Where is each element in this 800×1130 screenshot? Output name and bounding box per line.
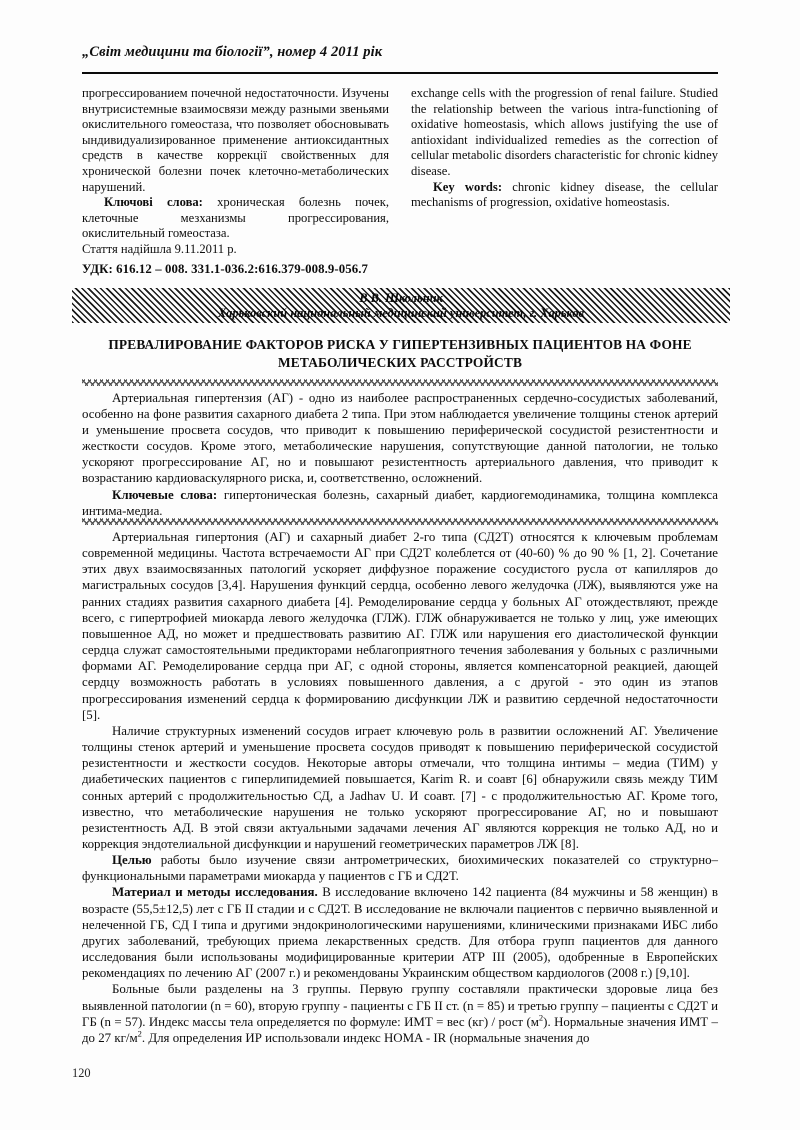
- wavy-separator-bottom: [82, 518, 718, 525]
- superscript-square-2: 2: [137, 1028, 142, 1039]
- paragraph-lead: Целью: [112, 853, 152, 868]
- wavy-separator-top: [82, 379, 718, 386]
- keywords-label-right: Key words:: [433, 179, 503, 194]
- author-affiliation-block: [72, 288, 730, 323]
- author-name: В.В. Школьник: [359, 290, 443, 305]
- article-title: ПРЕВАЛИРОВАНИЕ ФАКТОРОВ РИСКА У ГИПЕРТЕНЗИВНЫХ ПАЦИЕНТОВ НА ФОНЕ МЕТАБОЛИЧЕСКИХ РАССТРОЙСТВ: [108, 337, 692, 370]
- abstract-column-ukrainian: [82, 86, 389, 258]
- keywords-text-right: chronic kidney disease, the cellular mechanisms of progression, oxidative homeostasis.: [411, 179, 718, 210]
- paragraph-text: Наличие структурных изменений сосудов играет ключевую роль в развитии осложнений АГ. Увеличение толщины стенок артерий и уменьшение просвета сосудов приводят к повышению периферической сосудистой резистентности и жесткости сосудов. Некоторые авторы отмечали, что толщина интимы – медиа (ТИМ) у диабетических пациентов с гиперлипидемией повышается, Karim R. и соавт [6] обнаружили связь между ТИМ сонных артерий с продолжительностью СД, a Jadhav U. И соавт. [7] - с продолжительностью АГ. Кроме того, известно, что метаболические нарушения не только ускоряют прогрессирование АГ, но и повышают резистентность АД. В этой связи актуальными задачами лечения АГ являются коррекция не только АД, но и коррекция эндотелиальной дисфункции и нарушений геометрических параметров ЛЖ [8].: [82, 723, 718, 851]
- body-paragraph: [82, 529, 718, 723]
- paragraph-text-part2: ). Нормальные значения ИМТ – до 27 кг/м: [82, 1014, 718, 1045]
- paragraph-text-part3: . Для определения ИР использовали индекс HOMA - IR (нормальные значения до: [141, 1030, 590, 1045]
- resume-keywords: [82, 487, 718, 519]
- abstract-body-right: exchange cells with the progression of renal failure. Studied the relationship between the various intra-functioning of oxidative homeostasis, which allows justifying the use of antioxidant individualized remedies as the correction of cellular metabolic disorders characteristic for chronic kidney disease.: [411, 86, 718, 178]
- resume-section: [82, 390, 718, 519]
- udc-code: УДК: 616.12 – 008. 331.1-036.2:616.379-008.9-056.7: [82, 262, 369, 276]
- keywords-left: [82, 195, 389, 242]
- resume-body: Артериальная гипертензия (АГ) - одно из наиболее распространенных сердечно-сосудистых заболеваний, особенно на фоне развития сахарного диабета 2 типа. При этом наблюдается увеличение толщины стенок артерий и уменьшение просвета сосудов, что приводит к повышению периферической сосудистой резистентности и жесткости сосудов. Кроме этого, метаболические нарушения, сопутствующие данной патологии, не только ускоряют прогрессирование АГ, но и повышают резистентность артериального давления, что приводит к возрастанию кардиоваскулярного риска, и, соответственно, осложнений.: [82, 391, 718, 486]
- keywords-text-left: хроническая болезнь почек, клеточные мезханизмы прогрессирования, окислительный гомеостаза.: [82, 195, 389, 241]
- paragraph-text: В исследование включено 142 пациента (84 мужчины и 58 женщин) в возрасте (55,5±12,5) лет с ГБ II стадии и с СД2Т. В исследование не включали пациентов с первично выявленной и нелеченной ГБ, СД I типа и другими эндокринологическими нарушениями, клиническими признаками ИБС либо других заболеваний, требующих приема лекарственных средств. Для отбора групп пациентов для данного исследования были использованы модифицированные критерии ATP III (2005), одобренные в Европейских рекомендациях по лечению АГ (2007 г.) и рекомендованы Украинским обществом кардиологов (2008 г.) [9,10].: [82, 885, 718, 981]
- main-body: [82, 529, 718, 1046]
- paragraph-lead: Материал и методы исследования.: [112, 885, 318, 900]
- abstract-section: [82, 86, 718, 258]
- paragraph-text: Артериальная гипертония (АГ) и сахарный диабет 2-го типа (СД2Т) относятся к ключевым проблемам современной медицины. Частота встречаемости АГ при СД2Т колеблется от (40-60) % до 90 % [1, 2]. Сочетание этих двух взаимосвязанных патологий ускоряет диффузное поражение сосудистого русла от капилляров до магистральных сосудов [3,4]. Нарушения функций сердца, особенно левого желудочка (ЛЖ), выявляются уже на ранних стадиях развития сахарного диабета [4]. Ремоделирование сердца у больных АГ отождествляют, прежде всего, с гипертрофией миокарда левого желудочка (ГЛЖ). ГЛЖ обнаруживается не только у лиц, уже имеющих повышенное АД, но может и предшествовать развитию АГ. ГЛЖ или нарушения его диастолической функции сердца служат самостоятельными предикторами неблагоприятного течения заболевания у больных с различными формами АГ. Ремоделирование сердца при АГ, с одной стороны, является компенсаторной реакцией, дающей сердцу возможность работать в условиях повышенного давления, а с другой - это один из этапов прогрессирования изменений сердца к формированию дисфункции ЛЖ и развитию сердечной недостаточности [5].: [82, 530, 718, 722]
- body-paragraph-last: [82, 981, 718, 1046]
- running-head-text: „Світ медицини та біології”, номер 4 2011 рік: [82, 44, 383, 60]
- abstract-body-left: прогрессированием почечной недостаточности. Изучены внутрисистемные взаимосвязи между разными звеньями окислительного гомеостаза, что позволяет обосновывать ындивидуализированное применение антиоксидантных средств в качестве коррекції свойственных для хронической болезни почек клеточно-метаболических нарушений.: [82, 86, 389, 194]
- running-head: [82, 44, 718, 61]
- page-number: 120: [72, 1066, 91, 1080]
- keywords-label-left: Ключові слова:: [104, 195, 203, 210]
- superscript-square-1: 2: [538, 1012, 544, 1023]
- received-date: Стаття надійшла 9.11.2011 р.: [82, 241, 237, 256]
- keywords-right: [411, 180, 718, 211]
- header-rule: [82, 72, 718, 74]
- abstract-column-english: [411, 86, 718, 258]
- author-affiliation: Харьковский национальный медицинский университет, г. Харьков: [217, 305, 585, 320]
- paragraph-text-part1: Больные были разделены на 3 группы. Первую группу составляли практически здоровые лица без выявленной патологии (n = 60), вторую группу - пациенты с ГБ II ст. (n = 85) и третью группу – пациенты с СД2Т и ГБ (n = 57). Индекс массы тела определяется по формуле: ИМТ = вес (кг) / рост (м: [82, 982, 718, 1029]
- resume-keywords-text: гипертоническая болезнь, сахарный диабет, кардиогемодинамика, толщина комплекса интима-медиа.: [82, 487, 718, 518]
- paragraph-text: работы было изучение связи антрометрических, биохимических показателей со структурно–функциональными параметрами миокарда у пациентов с ГБ и СД2Т.: [82, 853, 718, 884]
- body-paragraph: [82, 852, 718, 884]
- body-paragraph: [82, 884, 718, 981]
- body-paragraph: [82, 723, 718, 852]
- resume-keywords-label: Ключевые слова:: [112, 487, 218, 502]
